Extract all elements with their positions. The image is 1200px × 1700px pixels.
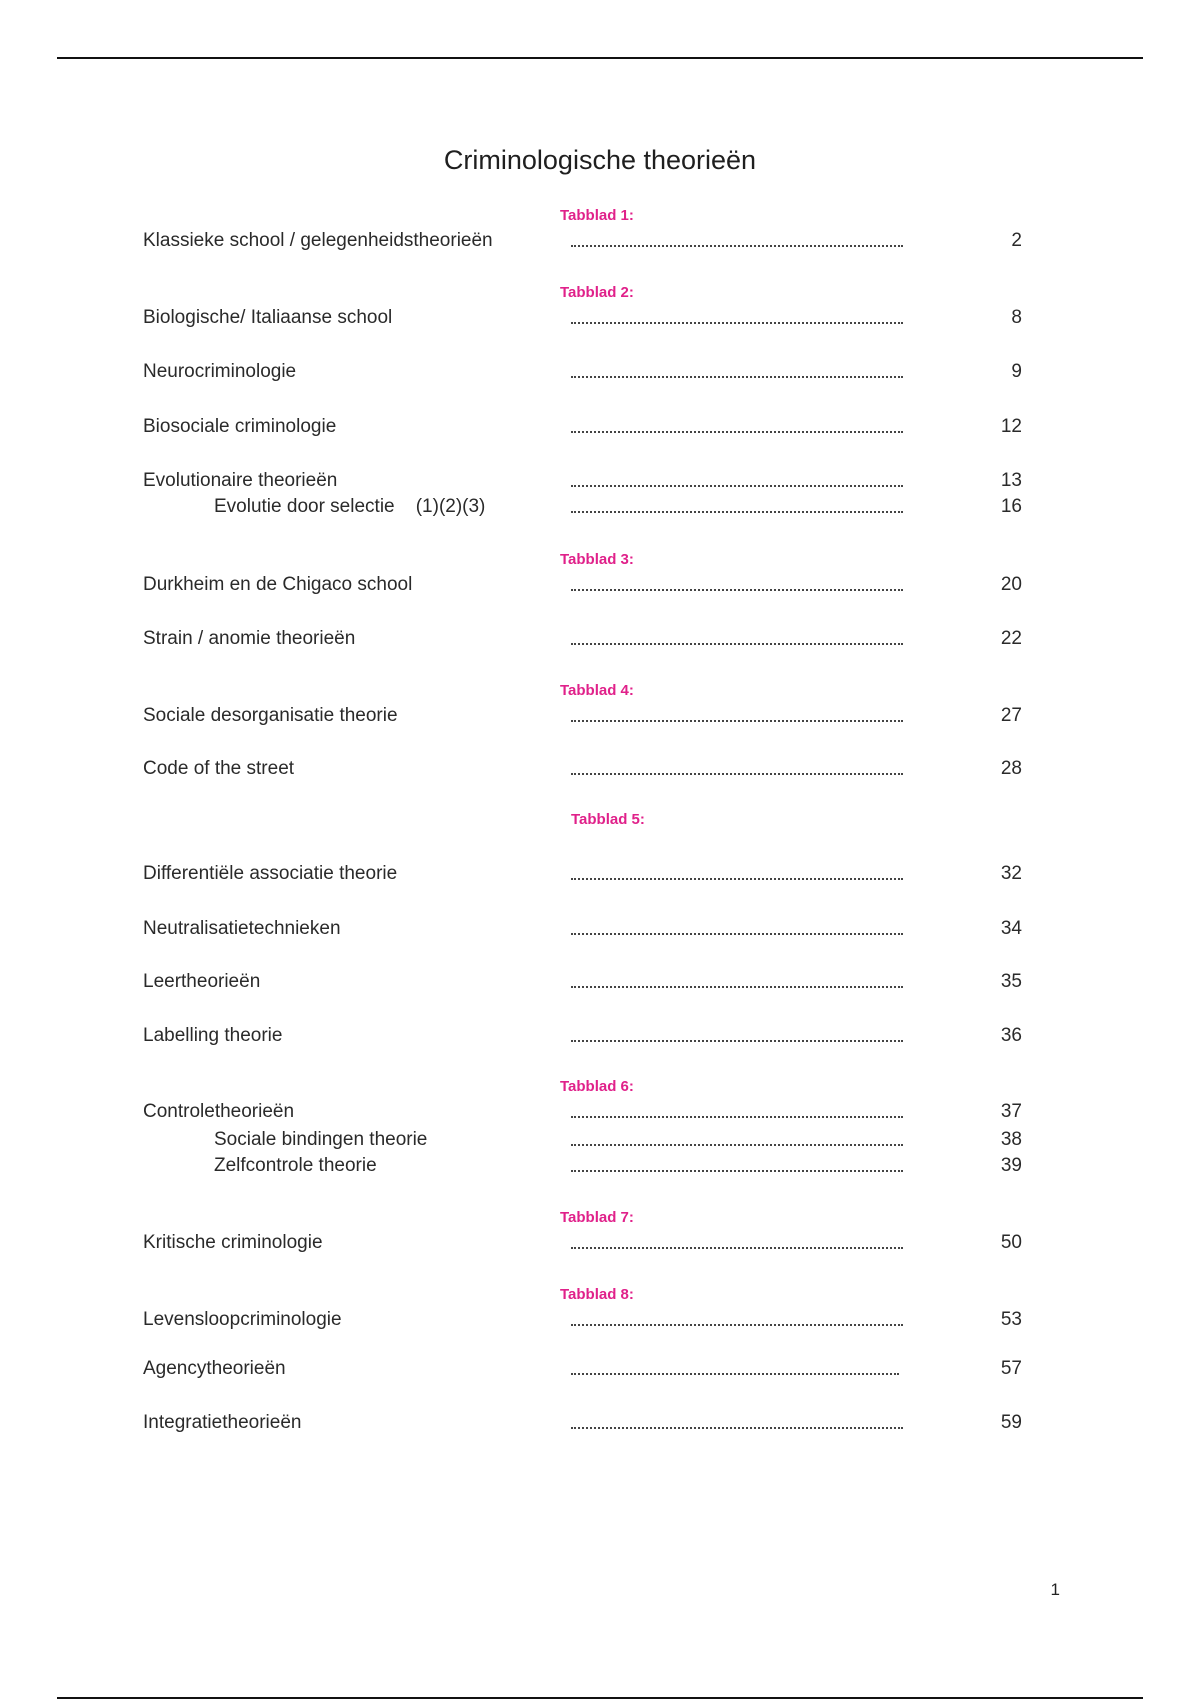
- toc-entry-text: Agencytheorieën: [143, 1358, 286, 1379]
- toc-dot-leader: [571, 431, 903, 433]
- toc-dot-leader: [571, 485, 903, 487]
- toc-entry-text: Labelling theorie: [143, 1025, 283, 1046]
- tab-label-7: Tabblad 7:: [560, 1209, 634, 1226]
- tab-label-8: Tabblad 8:: [560, 1286, 634, 1303]
- toc-entry-text: Levensloopcriminologie: [143, 1309, 342, 1330]
- toc-dot-leader: [571, 1247, 903, 1249]
- toc-page-number: 16: [1000, 496, 1022, 517]
- toc-dot-leader: [571, 773, 903, 775]
- toc-entry-text: Durkheim en de Chigaco school: [143, 574, 413, 595]
- toc-page-number: 8: [1011, 307, 1022, 328]
- toc-dot-leader: [571, 1116, 903, 1118]
- toc-page-number: 22: [1000, 628, 1022, 649]
- toc-page-number: 36: [1000, 1025, 1022, 1046]
- toc-page-number: 35: [1000, 971, 1022, 992]
- toc-page-number: 9: [1011, 361, 1022, 382]
- toc-page-number: 59: [1000, 1412, 1022, 1433]
- footer-rule: [57, 1697, 1143, 1699]
- toc-entry-text: Code of the street: [143, 758, 295, 779]
- toc-entry-text: Neurocriminologie: [143, 361, 297, 382]
- toc-subentry-text: Zelfcontrole theorie: [214, 1155, 377, 1176]
- toc-dot-leader: [571, 720, 903, 722]
- toc-entry-text: Klassieke school / gelegenheidstheorieën: [143, 230, 493, 251]
- toc-entry-text: Kritische criminologie: [143, 1232, 323, 1253]
- document-title: Criminologische theorieën: [443, 145, 757, 175]
- toc-dot-leader: [571, 933, 903, 935]
- toc-entry-text: Evolutionaire theorieën: [143, 470, 338, 491]
- toc-page-number: 38: [1000, 1129, 1022, 1150]
- toc-page-number: 13: [1000, 470, 1022, 491]
- toc-dot-leader: [571, 589, 903, 591]
- toc-page-number: 34: [1000, 918, 1022, 939]
- toc-entry-text: Leertheorieën: [143, 971, 261, 992]
- tab-label-2: Tabblad 2:: [560, 284, 634, 301]
- tab-label-3: Tabblad 3:: [560, 551, 634, 568]
- toc-entry-text: Biosociale criminologie: [143, 416, 337, 437]
- toc-entry-text: Strain / anomie theorieën: [143, 628, 356, 649]
- toc-dot-leader: [571, 878, 903, 880]
- toc-page-number: 12: [1000, 416, 1022, 437]
- toc-dot-leader: [571, 1324, 903, 1326]
- toc-dot-leader: [571, 1040, 903, 1042]
- toc-page-number: 2: [1011, 230, 1022, 251]
- toc-dot-leader: [571, 376, 903, 378]
- toc-page-number: 37: [1000, 1101, 1022, 1122]
- tab-label-5: Tabblad 5:: [571, 811, 645, 828]
- toc-page-number: 28: [1000, 758, 1022, 779]
- tab-label-6: Tabblad 6:: [560, 1078, 634, 1095]
- toc-dot-leader: [571, 643, 903, 645]
- toc-subentry-text: Evolutie door selectie (1)(2)(3): [214, 496, 486, 517]
- toc-page-number: 50: [1000, 1232, 1022, 1253]
- toc-entry-text: Controletheorieën: [143, 1101, 295, 1122]
- tab-label-1: Tabblad 1:: [560, 207, 634, 224]
- toc-dot-leader: [571, 986, 903, 988]
- toc-dot-leader: [571, 1170, 903, 1172]
- toc-dot-leader: [571, 1373, 899, 1375]
- footer-page-number: 1: [1050, 1580, 1060, 1599]
- toc-dot-leader: [571, 322, 903, 324]
- toc-page-number: 27: [1000, 705, 1022, 726]
- toc-page-number: 39: [1000, 1155, 1022, 1176]
- toc-dot-leader: [571, 245, 903, 247]
- tab-label-4: Tabblad 4:: [560, 682, 634, 699]
- toc-entry-text: Biologische/ Italiaanse school: [143, 307, 393, 328]
- toc-page-number: 53: [1000, 1309, 1022, 1330]
- toc-entry-text: Integratietheorieën: [143, 1412, 302, 1433]
- toc-subentry-text: Sociale bindingen theorie: [214, 1129, 428, 1150]
- toc-page-number: 32: [1000, 863, 1022, 884]
- toc-page-number: 20: [1000, 574, 1022, 595]
- toc-dot-leader: [571, 1144, 903, 1146]
- toc-entry-text: Differentiële associatie theorie: [143, 863, 398, 884]
- toc-entry-text: Neutralisatietechnieken: [143, 918, 341, 939]
- toc-dot-leader: [571, 511, 903, 513]
- toc-page-number: 57: [1000, 1358, 1022, 1379]
- toc-dot-leader: [571, 1427, 903, 1429]
- toc-entry-text: Sociale desorganisatie theorie: [143, 705, 398, 726]
